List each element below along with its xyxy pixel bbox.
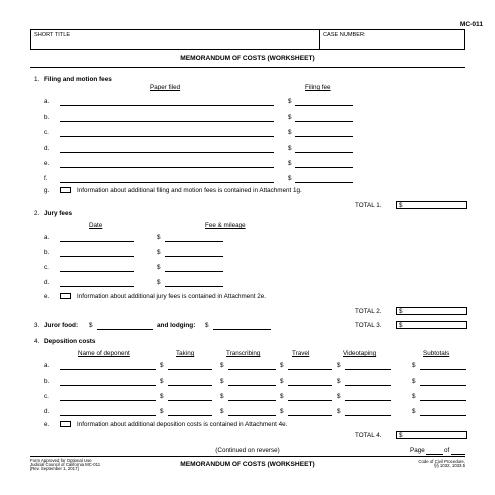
section-3-number: 3. (34, 322, 40, 329)
dollar-sign: $ (280, 362, 284, 369)
transcribing-input[interactable] (228, 385, 276, 386)
footer-title: MEMORANDUM OF COSTS (WORKSHEET) (180, 461, 315, 468)
jury-fee-input[interactable] (165, 286, 223, 287)
col-paper-filed: Paper filed (150, 84, 181, 91)
jury-date-input[interactable] (60, 256, 134, 257)
videotaping-input[interactable] (345, 415, 391, 416)
videotaping-input[interactable] (345, 385, 391, 386)
case-number-label: CASE NUMBER: (323, 32, 366, 38)
dollar-sign: $ (220, 362, 224, 369)
total-3-label: TOTAL 3. (355, 322, 382, 329)
row-letter: e. (44, 421, 50, 428)
row-letter: b. (44, 378, 50, 385)
section-1-number: 1. (34, 76, 40, 83)
dollar-sign: $ (399, 432, 403, 439)
jury-fee-input[interactable] (165, 256, 223, 257)
total-4-field[interactable] (396, 431, 467, 439)
title-divider (30, 67, 465, 68)
transcribing-input[interactable] (228, 369, 276, 370)
row-letter: c. (44, 264, 49, 271)
dollar-sign: $ (337, 378, 341, 385)
dollar-sign: $ (160, 378, 164, 385)
col-subtotals: Subtotals (423, 350, 450, 357)
row-letter: d. (44, 279, 50, 286)
col-videotaping: Videotaping (343, 350, 377, 357)
form-approval-line-3: [Rev. September 1, 2017] (30, 466, 79, 471)
dollar-sign: $ (337, 408, 341, 415)
transcribing-input[interactable] (228, 415, 276, 416)
dollar-sign: $ (205, 322, 209, 329)
dollar-sign: $ (220, 378, 224, 385)
total-1-label: TOTAL 1. (355, 202, 382, 209)
row-letter: c. (44, 129, 49, 136)
dollar-sign: $ (412, 362, 416, 369)
code-ref-line-2: §§ 1032, 1033.5 (433, 463, 465, 468)
subtotal-input[interactable] (420, 415, 466, 416)
total-3-field[interactable] (396, 321, 467, 329)
filing-fee-input[interactable] (295, 121, 353, 122)
dollar-sign: $ (160, 408, 164, 415)
paper-filed-input[interactable] (60, 121, 274, 122)
footer-divider (30, 456, 465, 457)
jury-fee-input[interactable] (165, 241, 223, 242)
dollar-sign: $ (157, 234, 161, 241)
of-label: of (444, 447, 450, 454)
row-letter: a. (44, 98, 50, 105)
deponent-name-input[interactable] (60, 415, 156, 416)
section-1-heading: Filing and motion fees (44, 76, 112, 83)
total-2-label: TOTAL 2. (355, 308, 382, 315)
jury-fee-input[interactable] (165, 271, 223, 272)
page-label: Page (410, 447, 425, 454)
dollar-sign: $ (288, 145, 292, 152)
attachment-4e-text: Information about additional deposition costs is contained in Attachment 4e. (77, 421, 288, 428)
deponent-name-input[interactable] (60, 369, 156, 370)
taking-input[interactable] (168, 385, 212, 386)
attachment-2e-text: Information about additional jury fees is contained in Attachment 2e. (77, 293, 267, 300)
page-number-input[interactable] (426, 454, 443, 455)
dollar-sign: $ (412, 393, 416, 400)
row-letter: d. (44, 145, 50, 152)
row-letter: b. (44, 114, 50, 121)
dollar-sign: $ (280, 408, 284, 415)
filing-fee-input[interactable] (295, 105, 353, 106)
taking-input[interactable] (168, 415, 212, 416)
dollar-sign: $ (337, 362, 341, 369)
form-number: MC-011 (459, 21, 483, 28)
lodging-label: and lodging: (157, 322, 196, 329)
paper-filed-input[interactable] (60, 105, 274, 106)
col-taking: Taking (176, 350, 195, 357)
dollar-sign: $ (288, 160, 292, 167)
dollar-sign: $ (157, 249, 161, 256)
paper-filed-input[interactable] (60, 152, 274, 153)
col-travel: Travel (292, 350, 310, 357)
total-2-field[interactable] (396, 307, 467, 315)
form-approval-line-2: Judicial Council of California MC-011 (30, 462, 101, 467)
row-letter: g. (44, 187, 50, 194)
dollar-sign: $ (399, 308, 403, 315)
row-letter: e. (44, 160, 50, 167)
paper-filed-input[interactable] (60, 167, 274, 168)
dollar-sign: $ (160, 362, 164, 369)
attachment-4e-checkbox[interactable] (60, 421, 71, 427)
dollar-sign: $ (288, 98, 292, 105)
transcribing-input[interactable] (228, 400, 276, 401)
total-1-field[interactable] (396, 201, 467, 209)
travel-input[interactable] (288, 400, 332, 401)
dollar-sign: $ (220, 393, 224, 400)
row-letter: e. (44, 293, 50, 300)
dollar-sign: $ (337, 393, 341, 400)
continued-note: (Continued on reverse) (215, 447, 280, 454)
row-letter: c. (44, 393, 49, 400)
dollar-sign: $ (157, 279, 161, 286)
dollar-sign: $ (288, 114, 292, 121)
short-title-label: SHORT TITLE (34, 32, 71, 38)
col-fee-mileage: Fee & mileage (205, 222, 246, 229)
attachment-1g-checkbox[interactable] (60, 187, 71, 193)
row-letter: a. (44, 234, 50, 241)
dollar-sign: $ (288, 175, 292, 182)
col-filing-fee: Filing fee (305, 84, 331, 91)
filing-fee-input[interactable] (295, 182, 353, 183)
paper-filed-input[interactable] (60, 136, 274, 137)
videotaping-input[interactable] (345, 400, 391, 401)
row-letter: d. (44, 408, 50, 415)
jury-date-input[interactable] (60, 286, 134, 287)
paper-filed-input[interactable] (60, 182, 274, 183)
dollar-sign: $ (280, 393, 284, 400)
filing-fee-input[interactable] (295, 167, 353, 168)
section-4-heading: Deposition costs (44, 338, 96, 345)
row-letter: b. (44, 249, 50, 256)
case-number-field[interactable] (319, 29, 465, 50)
subtotal-input[interactable] (420, 385, 466, 386)
col-deponent: Name of deponent (78, 350, 130, 357)
dollar-sign: $ (399, 202, 403, 209)
deponent-name-input[interactable] (60, 385, 156, 386)
videotaping-input[interactable] (345, 369, 391, 370)
travel-input[interactable] (288, 415, 332, 416)
taking-input[interactable] (168, 369, 212, 370)
dollar-sign: $ (220, 408, 224, 415)
dollar-sign: $ (280, 378, 284, 385)
total-4-label: TOTAL 4. (355, 432, 382, 439)
dollar-sign: $ (288, 129, 292, 136)
attachment-1g-text: Information about additional filing and motion fees is contained in Attachment 1g. (77, 187, 302, 194)
short-title-field[interactable] (30, 29, 320, 50)
dollar-sign: $ (157, 264, 161, 271)
travel-input[interactable] (288, 385, 332, 386)
travel-input[interactable] (288, 369, 332, 370)
juror-food-input[interactable] (97, 329, 153, 330)
form-approval-line-1: Form Approved for Optional Use (30, 458, 92, 463)
jury-date-input[interactable] (60, 241, 134, 242)
page-total-input[interactable] (451, 454, 465, 455)
page-title: MEMORANDUM OF COSTS (WORKSHEET) (180, 55, 315, 62)
deponent-name-input[interactable] (60, 400, 156, 401)
subtotal-input[interactable] (420, 369, 466, 370)
col-date: Date (89, 222, 103, 229)
jury-date-input[interactable] (60, 271, 134, 272)
filing-fee-input[interactable] (295, 136, 353, 137)
dollar-sign: $ (412, 408, 416, 415)
dollar-sign: $ (412, 378, 416, 385)
col-transcribing: Transcribing (226, 350, 261, 357)
section-4-number: 4. (34, 338, 40, 345)
lodging-input[interactable] (213, 329, 271, 330)
dollar-sign: $ (89, 322, 93, 329)
row-letter: f. (44, 175, 48, 182)
filing-fee-input[interactable] (295, 152, 353, 153)
dollar-sign: $ (399, 322, 403, 329)
dollar-sign: $ (160, 393, 164, 400)
taking-input[interactable] (168, 400, 212, 401)
code-ref-line-1: Code of Civil Procedure, (418, 459, 465, 464)
subtotal-input[interactable] (420, 400, 466, 401)
row-letter: a. (44, 362, 50, 369)
section-2-number: 2. (34, 210, 40, 217)
attachment-2e-checkbox[interactable] (60, 293, 71, 299)
juror-food-label: Juror food: (44, 322, 79, 329)
section-2-heading: Jury fees (44, 210, 73, 217)
